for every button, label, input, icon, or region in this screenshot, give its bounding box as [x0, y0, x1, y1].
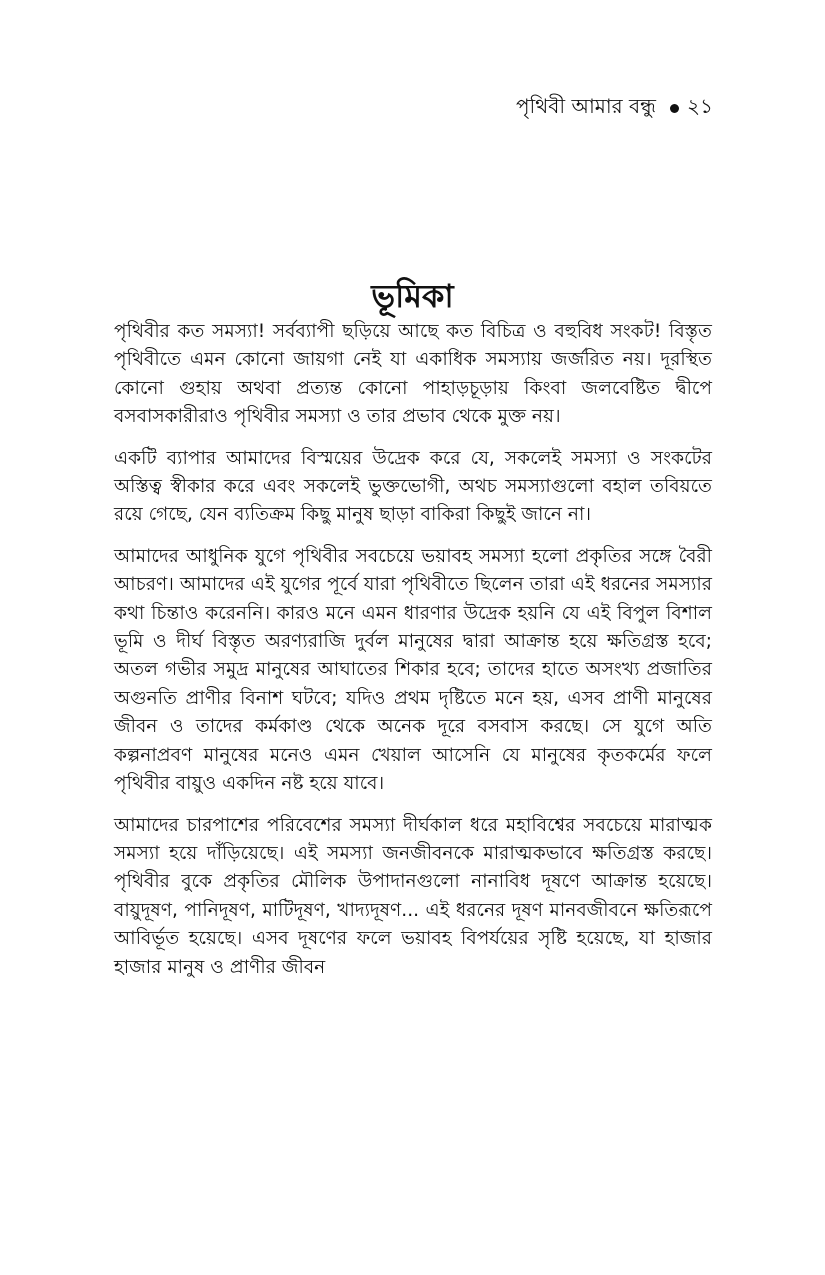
chapter-title: ভূমিকা — [371, 277, 454, 316]
page-number: ২১ — [687, 94, 713, 118]
book-title: পৃথিবী আমার বন্ধু — [515, 94, 657, 118]
paragraph-1: পৃথিবীর কত সমস্যা! সর্বব্যাপী ছড়িয়ে আছে কত বিচিত্র ও বহুবিধ সংকট! বিস্তৃত পৃথিবীতে এমন কোনো জায়গা নেই যা একাধিক সমস্যায় জর্জরিত নয়। দূরস্থিত কোনো গুহায় অথবা প্রত্যন্ত কোনো পাহাড়চূড়ায় কিংবা জলবেষ্টিত দ্বীপে বসবাসকারীরাও পৃথিবীর সমস্যা ও তার প্রভাব থেকে মুক্ত নয়। — [114, 321, 712, 428]
paragraph-4: আমাদের চারপাশের পরিবেশের সমস্যা দীর্ঘকাল ধরে মহাবিশ্বের সবচেয়ে মারাত্মক সমস্যা হয়ে দাঁড়িয়েছে। এই সমস্যা জনজীবনকে মারাত্মকভাবে ক্ষতিগ্রস্ত করছে। পৃথিবীর বুকে প্রকৃতির মৌলিক উপাদানগুলো নানাবিধ দূষণে আক্রান্ত হয়েছে। বায়ুদূষণ, পানিদূষণ, মাটিদূষণ, খাদ্যদূষণ... এই ধরনের দূষণ মানবজীবনে ক্ষতিরূপে আবির্ভূত হয়েছে। এসব দূষণের ফলে ভয়াবহ বিপর্যয়ের সৃষ্টি হয়েছে, যা হাজার হাজার মানুষ ও প্রাণীর জীবন — [114, 814, 712, 978]
running-header — [516, 92, 713, 125]
paragraph-2: একটি ব্যাপার আমাদের বিস্ময়ের উদ্রেক করে যে, সকলেই সমস্যা ও সংকটের অস্তিত্ব স্বীকার করে এবং সকলেই ভুক্তভোগী, অথচ সমস্যাগুলো বহাল তবিয়তে রয়ে গেছে, যেন ব্যতিক্রম কিছু মানুষ ছাড়া বাকিরা কিছুই জানে না। — [114, 447, 712, 526]
paragraph-3: আমাদের আধুনিক যুগে পৃথিবীর সবচেয়ে ভয়াবহ সমস্যা হলো প্রকৃতির সঙ্গে বৈরী আচরণ। আমাদের এই যুগের পূর্বে যারা পৃথিবীতে ছিলেন তারা এই ধরনের সমস্যার কথা চিন্তাও করেননি। কারও মনে এমন ধারণার উদ্রেক হয়নি যে এই বিপুল বিশাল ভূমি ও দীর্ঘ বিস্তৃত অরণ্যরাজি দুর্বল মানুষের দ্বারা আক্রান্ত হয়ে ক্ষতিগ্রস্ত হবে; অতল গভীর সমুদ্র মানুষের আঘাতের শিকার হবে; তাদের হাতে অসংখ্য প্রজাতির অগুনতি প্রাণীর বিনাশ ঘটবে; যদিও প্রথম দৃষ্টিতে মনে হয়, এসব প্রাণী মানুষের জীবন ও তাদের কর্মকাণ্ড থেকে অনেক দূরে বসবাস করছে। সে যুগে অতি কল্পনাপ্রবণ মানুষের মনেও এমন খেয়াল আসেনি যে মানুষের কৃতকর্মের ফলে পৃথিবীর বায়ুও একদিন নষ্ট হয়ে যাবে। — [114, 545, 712, 795]
body-text — [114, 318, 712, 995]
bullet-dot-icon — [670, 104, 679, 113]
